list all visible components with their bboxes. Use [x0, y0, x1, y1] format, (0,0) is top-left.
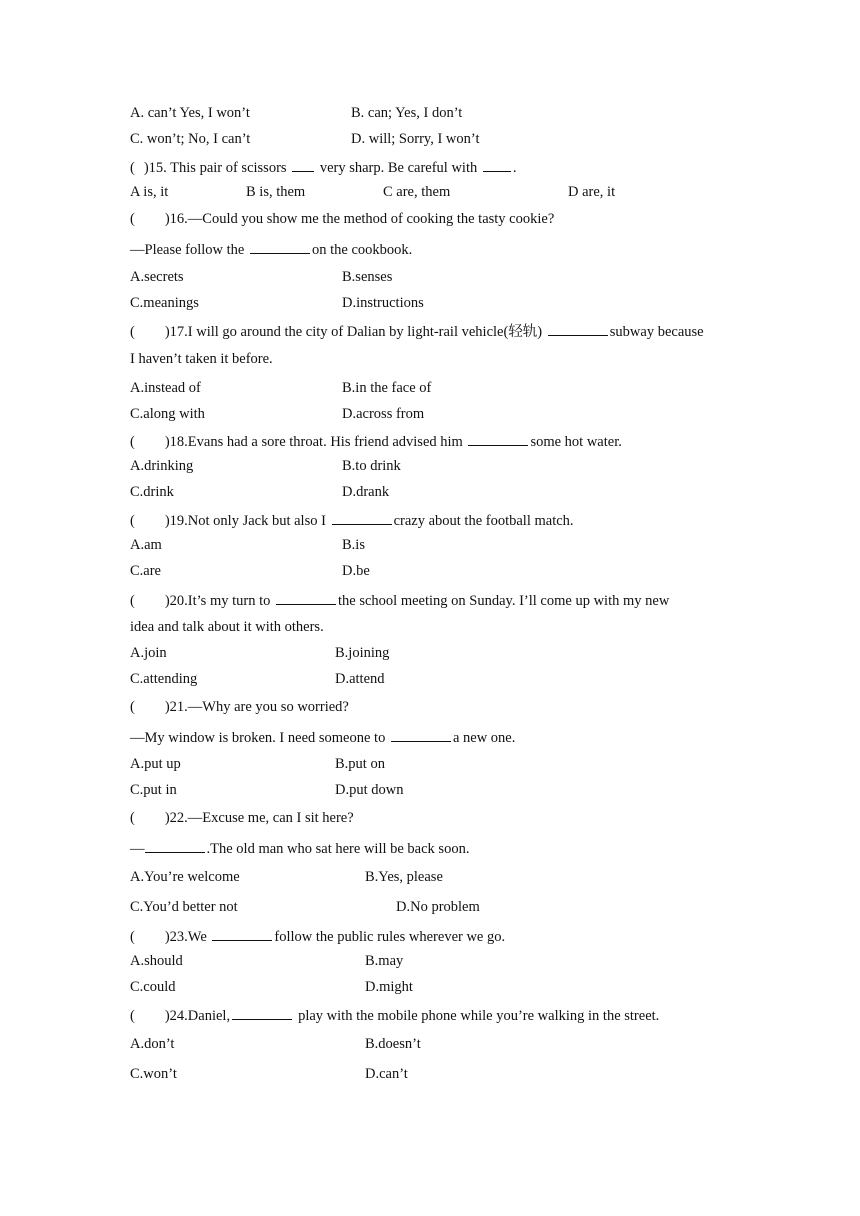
- q20-option-b: B.joining: [335, 645, 390, 661]
- q21-reply: —My window is broken. I need someone to a new one.: [130, 727, 515, 747]
- answer-blank: [276, 590, 336, 605]
- q20-stem-cont: idea and talk about it with others.: [130, 619, 324, 635]
- answer-paren: (: [130, 593, 135, 609]
- q18-option-b: B.to drink: [342, 458, 401, 474]
- q21-stem: ( )21.—Why are you so worried?: [130, 699, 349, 715]
- answer-blank: [468, 431, 528, 446]
- q16-option-b: B.senses: [342, 269, 393, 285]
- q17-stem-cont: I haven’t taken it before.: [130, 351, 273, 367]
- q21-option-c: C.put in: [130, 782, 177, 798]
- q18-option-c: C.drink: [130, 484, 174, 500]
- q20-option-c: C.attending: [130, 671, 198, 687]
- answer-paren: (: [130, 160, 135, 176]
- q24-option-a: A.don’t: [130, 1036, 175, 1052]
- q24-option-c: C.won’t: [130, 1066, 177, 1082]
- answer-paren: (: [130, 699, 135, 715]
- q20-stem: ( )20.It’s my turn to the school meeting on Sunday. I’ll come up with my new: [130, 590, 669, 610]
- q24-option-b: B.doesn’t: [365, 1036, 421, 1052]
- answer-paren: (: [130, 1008, 135, 1024]
- q22-option-d: D.No problem: [396, 899, 480, 915]
- q15-option-b: B is, them: [246, 184, 306, 200]
- answer-blank: [250, 239, 310, 254]
- q14-option-c: C. won’t; No, I can’t: [130, 131, 251, 147]
- answer-blank: [232, 1005, 292, 1020]
- answer-paren: (: [130, 810, 135, 826]
- q17-option-a: A.instead of: [130, 380, 201, 396]
- q19-option-d: D.be: [342, 563, 370, 579]
- q16-reply: —Please follow the on the cookbook.: [130, 239, 412, 259]
- q21-option-b: B.put on: [335, 756, 385, 772]
- q15-stem: ( )15. This pair of scissors very sharp. Be careful with .: [130, 157, 517, 177]
- q17-stem: ( )17.I will go around the city of Dalian by light-rail vehicle(轻轨) subway because: [130, 321, 704, 341]
- q23-option-b: B.may: [365, 953, 404, 969]
- q14-option-a: A. can’t Yes, I won’t: [130, 105, 250, 121]
- answer-blank: [483, 157, 511, 172]
- q19-option-c: C.are: [130, 563, 161, 579]
- q19-stem: ( )19.Not only Jack but also I crazy about the football match.: [130, 510, 574, 530]
- q23-option-c: C.could: [130, 979, 176, 995]
- answer-paren: (: [130, 513, 135, 529]
- q20-option-a: A.join: [130, 645, 167, 661]
- q24-option-d: D.can’t: [365, 1066, 408, 1082]
- q23-option-a: A.should: [130, 953, 183, 969]
- q24-stem: ( )24.Daniel, play with the mobile phone while you’re walking in the street.: [130, 1005, 659, 1025]
- q20-option-d: D.attend: [335, 671, 385, 687]
- answer-paren: (: [130, 434, 135, 450]
- q17-option-d: D.across from: [342, 406, 425, 422]
- q17-option-b: B.in the face of: [342, 380, 432, 396]
- q19-option-b: B.is: [342, 537, 365, 553]
- q21-option-d: D.put down: [335, 782, 404, 798]
- q18-option-a: A.drinking: [130, 458, 194, 474]
- q18-stem: ( )18.Evans had a sore throat. His friend advised him some hot water.: [130, 431, 622, 451]
- q16-stem: ( )16.—Could you show me the method of cooking the tasty cookie?: [130, 211, 555, 227]
- q15-option-c: C are, them: [383, 184, 451, 200]
- answer-blank: [292, 157, 314, 172]
- q23-stem: ( )23.We follow the public rules wherever we go.: [130, 926, 505, 946]
- q22-option-a: A.You’re welcome: [130, 869, 240, 885]
- q23-option-d: D.might: [365, 979, 413, 995]
- q22-reply: — .The old man who sat here will be back soon.: [130, 838, 469, 858]
- q22-option-b: B.Yes, please: [365, 869, 443, 885]
- answer-blank: [332, 510, 392, 525]
- q17-option-c: C.along with: [130, 406, 205, 422]
- answer-blank: [391, 727, 451, 742]
- q18-option-d: D.drank: [342, 484, 390, 500]
- answer-blank: [145, 838, 205, 853]
- answer-paren: (: [130, 211, 135, 227]
- q16-option-d: D.instructions: [342, 295, 424, 311]
- answer-blank: [548, 321, 608, 336]
- q14-option-d: D. will; Sorry, I won’t: [351, 131, 480, 147]
- q14-option-b: B. can; Yes, I don’t: [351, 105, 463, 121]
- q15-option-a: A is, it: [130, 184, 169, 200]
- answer-paren: (: [130, 929, 135, 945]
- q22-option-c: C.You’d better not: [130, 899, 238, 915]
- q22-stem: ( )22.—Excuse me, can I sit here?: [130, 810, 354, 826]
- q16-option-a: A.secrets: [130, 269, 184, 285]
- answer-blank: [212, 926, 272, 941]
- q19-option-a: A.am: [130, 537, 162, 553]
- q16-option-c: C.meanings: [130, 295, 199, 311]
- q15-option-d: D are, it: [568, 184, 616, 200]
- answer-paren: (: [130, 324, 135, 340]
- q21-option-a: A.put up: [130, 756, 181, 772]
